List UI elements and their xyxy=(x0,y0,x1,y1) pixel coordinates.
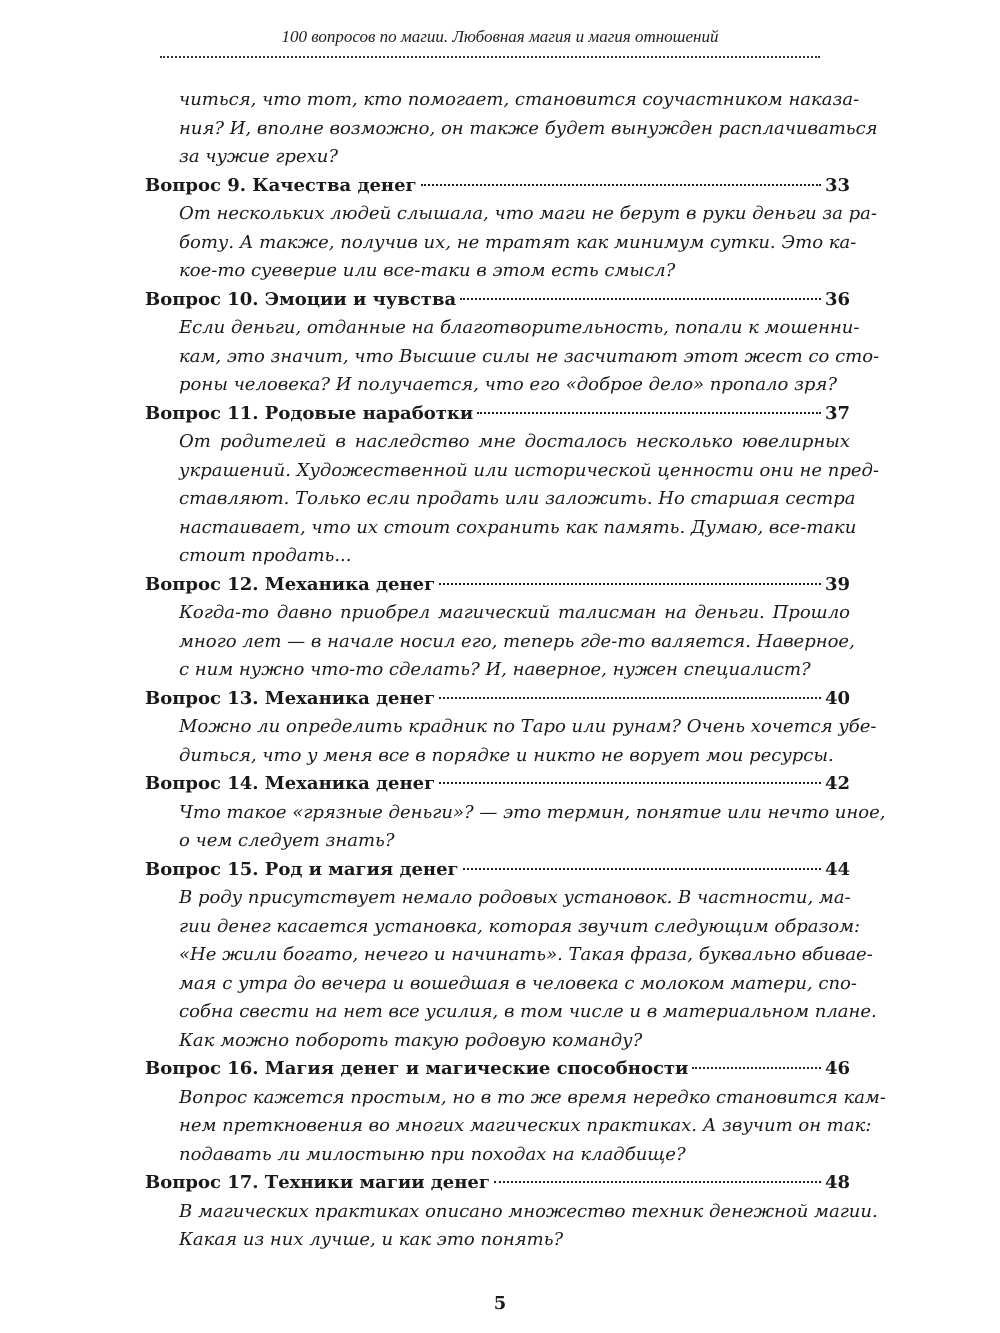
toc-entry-title: Вопрос 15. Род и магия денег xyxy=(145,858,459,880)
toc-entry-title: Вопрос 16. Магия денег и магические способности xyxy=(145,1058,689,1079)
toc-entry-description xyxy=(145,1084,886,1170)
description-line: ния? И, вполне возможно, он также будет вынужден расплачиваться xyxy=(179,117,878,139)
toc-entry-title: Вопрос 17. Техники магии денег xyxy=(145,1172,490,1193)
description-line: От нескольких людей слышала, что маги не берут в руки деньги за ра- xyxy=(179,203,877,224)
table-of-contents xyxy=(145,86,886,1255)
toc-entry-title: Вопрос 10. Эмоции и чувства xyxy=(145,288,457,310)
dot-leader xyxy=(692,1067,821,1069)
description-line: Какая из них лучше, и как это понять? xyxy=(179,1229,564,1250)
toc-entry-description xyxy=(145,200,877,286)
dot-leader xyxy=(439,697,821,699)
toc-entry-heading xyxy=(145,1169,850,1198)
description-line: Можно ли определить крадник по Таро или рунам? Очень хочется убе- xyxy=(179,716,877,737)
description-line: собна свести на нет все усилия, в том числе и в материальном плане. xyxy=(179,1001,877,1022)
page-number: 5 xyxy=(493,1293,507,1314)
toc-entry-page: 46 xyxy=(824,1058,850,1079)
toc-entry xyxy=(145,400,880,571)
toc-entry-heading xyxy=(145,400,850,429)
toc-entry-description xyxy=(145,1198,878,1255)
description-line: От родителей в наследство мне досталось несколько ювелирных xyxy=(179,431,850,452)
description-line: кам, это значит, что Высшие силы не засчитают этот жест со сто- xyxy=(179,345,880,367)
description-line: Как можно побороть такую родовую команду? xyxy=(179,1029,643,1051)
description-line: настаивает, что их стоит сохранить как память. Думаю, все-таки xyxy=(179,516,857,538)
dot-leader xyxy=(439,583,821,585)
description-line: стоит продать... xyxy=(179,545,352,566)
toc-entry-heading xyxy=(145,770,850,799)
description-line: ставляют. Только если продать или заложить. Но старшая сестра xyxy=(179,488,856,509)
toc-entry xyxy=(145,286,880,400)
description-line: подавать ли милостыню при походах на кладбище? xyxy=(179,1143,686,1165)
description-line: украшений. Художественной или исторической ценности они не пред- xyxy=(179,459,880,481)
running-head: 100 вопросов по магии. Любовная магия и магия отношений xyxy=(281,27,719,46)
toc-entry xyxy=(145,770,886,856)
toc-entry-heading xyxy=(145,571,850,600)
toc-entry-page: 36 xyxy=(824,288,850,310)
toc-entry-page: 42 xyxy=(824,773,850,794)
description-line: гии денег касается установка, которая звучит следующим образом: xyxy=(179,915,861,937)
dot-leader xyxy=(477,412,821,414)
toc-entry-title: Вопрос 11. Родовые наработки xyxy=(145,402,474,424)
toc-entry-page: 48 xyxy=(824,1172,850,1193)
toc-entry xyxy=(145,172,877,286)
toc-entry-page: 33 xyxy=(824,174,850,196)
running-head-rule xyxy=(160,56,820,58)
continued-description xyxy=(145,86,878,172)
description-line: диться, что у меня все в порядке и никто не ворует мои ресурсы. xyxy=(179,744,834,766)
toc-entry xyxy=(145,1169,878,1255)
toc-entry-description xyxy=(145,884,877,1055)
dot-leader xyxy=(421,184,821,186)
toc-entry xyxy=(145,1055,886,1169)
toc-entry-description xyxy=(145,428,880,571)
description-line: роны человека? И получается, что его «доброе дело» пропало зря? xyxy=(179,374,837,395)
description-line: с ним нужно что-то сделать? И, наверное, нужен специалист? xyxy=(179,659,811,680)
description-line: В роду присутствует немало родовых установок. В частности, ма- xyxy=(179,887,851,908)
description-line: Когда-то давно приобрел магический талисман на деньги. Прошло xyxy=(179,602,850,623)
description-line: «Не жили богато, нечего и начинать». Такая фраза, буквально вбивае- xyxy=(179,944,873,965)
toc-entry-title: Вопрос 12. Механика денег xyxy=(145,573,436,595)
description-line: кое-то суеверие или все-таки в этом есть смысл? xyxy=(179,260,676,281)
toc-entry xyxy=(145,571,855,685)
description-line: В магических практиках описано множество техник денежной магии. xyxy=(179,1200,878,1222)
dot-leader xyxy=(460,298,821,300)
toc-entry-description xyxy=(145,314,880,400)
toc-entry-page: 44 xyxy=(824,858,850,880)
toc-entry-description xyxy=(145,599,855,685)
description-line: Что такое «грязные деньги»? — это термин, понятие или нечто иное, xyxy=(179,801,886,823)
dot-leader xyxy=(463,868,821,870)
description-line: о чем следует знать? xyxy=(179,830,395,851)
toc-entry-description xyxy=(145,713,877,770)
description-line: мая с утра до вечера и вошедшая в человека с молоком матери, спо- xyxy=(179,972,857,994)
description-line: боту. А также, получив их, не тратят как минимум сутки. Это ка- xyxy=(179,231,857,253)
toc-entry-heading xyxy=(145,1055,850,1084)
dot-leader xyxy=(439,782,821,784)
toc-entry-title: Вопрос 9. Качества денег xyxy=(145,174,417,196)
dot-leader xyxy=(494,1181,821,1183)
toc-entry-heading xyxy=(145,172,850,201)
description-line: нем преткновения во многих магических практиках. А звучит он так: xyxy=(179,1115,872,1136)
toc-entry-heading xyxy=(145,286,850,315)
toc-entry-page: 39 xyxy=(824,573,850,595)
description-line: читься, что тот, кто помогает, становится соучастником наказа- xyxy=(179,89,860,110)
toc-entry-page: 37 xyxy=(824,402,850,424)
toc-entry-heading xyxy=(145,685,850,714)
toc-entry-description xyxy=(145,799,886,856)
toc-entry-title: Вопрос 13. Механика денег xyxy=(145,687,436,709)
toc-entry-page: 40 xyxy=(824,687,850,709)
description-line: много лет — в начале носил его, теперь где-то валяется. Наверное, xyxy=(179,630,855,652)
description-line: за чужие грехи? xyxy=(179,146,339,167)
description-line: Вопрос кажется простым, но в то же время нередко становится кам- xyxy=(179,1086,886,1108)
description-line: Если деньги, отданные на благотворительность, попали к мошенни- xyxy=(179,317,860,338)
toc-entry xyxy=(145,856,877,1056)
toc-entry-heading xyxy=(145,856,850,885)
toc-entry-title: Вопрос 14. Механика денег xyxy=(145,773,436,794)
toc-entry xyxy=(145,685,877,771)
